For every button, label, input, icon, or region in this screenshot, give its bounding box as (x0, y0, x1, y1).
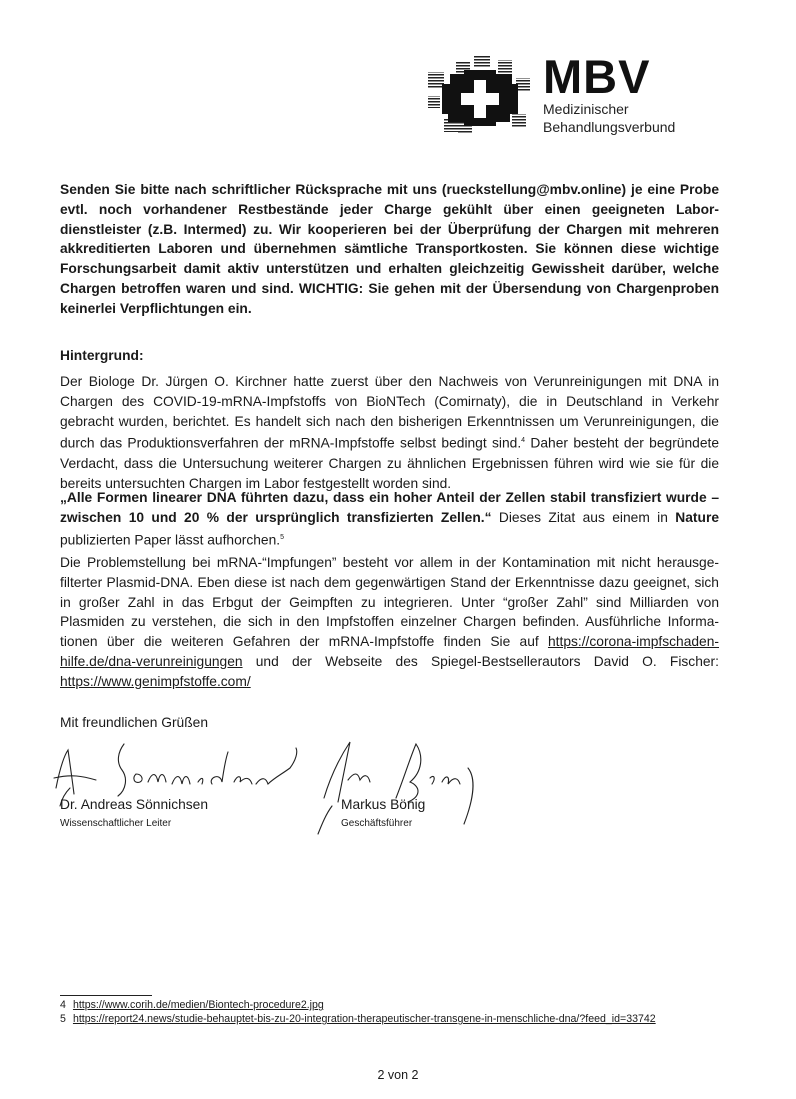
logo-name: MBV (543, 50, 651, 103)
p1-text-b: Daher besteht der begründete Verdacht, dass die Untersuchung weiterer Chargen zu ähnlichen Ergebnissen führen wird wie sie für die bereits untersuchten Chargen im Labor festgestellt worden sind. (60, 435, 719, 491)
background-paragraph-3 (60, 553, 719, 692)
quote-paragraph (60, 488, 719, 550)
background-paragraph-1 (60, 372, 719, 493)
footnote-4-number: 4 (60, 999, 66, 1011)
quote-end: publizierten Paper lässt aufhorchen. (60, 532, 281, 548)
logo-subtitle-1: Medizinischer (543, 101, 629, 117)
signer-2-role: Geschäftsführer (341, 818, 413, 829)
footnote-separator (60, 995, 152, 996)
link-genimpfstoffe[interactable]: https://www.genimpfstoffe.com/ (60, 673, 251, 689)
logo-subtitle-2: Behandlungsverbund (543, 119, 676, 135)
signer-2-name: Markus Bönig (341, 797, 426, 812)
signer-1 (60, 796, 208, 831)
p3-text-a: Die Problemstellung bei mRNA-“Impfungen” besteht vor allem in der Kontamination mit nicht herausgefilterter Plasmid-DNA. Eben diese ist nach dem gegenwärtigen Stand der Erkenntnisse dazu geeignet, sich in großer Zahl in das Erbgut der Geimpften zu integrieren. Unter “großer Zahl” sind Milliarden von Plasmiden zu verstehen, die sich in den Impfstoffen einzelner Chargen befinden. Ausführliche Informationen über die weiteren Gefahren der mRNA-Impfstoffe finden Sie auf (60, 555, 719, 650)
mbv-cross-logo-icon (428, 56, 532, 136)
signer-2 (341, 796, 425, 831)
link-corona-impfschaden[interactable]: https://corona-impfschaden-hilfe.de/dna-verunreinigungen (60, 634, 719, 669)
page-number: 2 von 2 (377, 1068, 419, 1082)
footnote-5-number: 5 (60, 1013, 66, 1025)
signer-1-role: Wissenschaftlicher Leiter (60, 818, 172, 829)
footnote-4 (60, 999, 324, 1012)
journal-name: Nature (675, 509, 719, 525)
footnote-ref-4[interactable]: 4 (521, 437, 526, 445)
signer-1-name: Dr. Andreas Sönnichsen (60, 797, 209, 812)
closing-greeting: Mit freundlichen Grüßen (60, 715, 208, 730)
footnote-ref-5[interactable]: 5 (280, 533, 285, 541)
p1-text-a: Der Biologe Dr. Jürgen O. Kirchner hatte zuerst über den Nachweis von Verunreinigungen mit DNA in Chargen des COVID-19-mRNA-Impfstoffs von BioNTech (Comirnaty), die in Deutschland in Verkehr gebracht wurden, berichtet. Es handelt sich nach den bisherigen Erkenntnissen um Verunreinigungen, die durch das Produktionsverfahren der mRNA-Impfstoffe selbst bedingt sind. (60, 374, 719, 451)
logo-text (543, 50, 676, 136)
p3-text-b: und der Webseite des Spiegel-Bestsellerautors David O. Fischer: (242, 653, 719, 669)
quote-text: „Alle Formen linearer DNA führten dazu, dass ein hoher Anteil der Zellen stabil transfiziert wurde – zwischen 10 und 20 % der ursprünglich transfizierten Zellen.“ (60, 490, 719, 525)
intro-paragraph: Senden Sie bitte nach schriftlicher Rücksprache mit uns (rueckstellung@mbv.online) je eine Probe evtl. noch vorhandener Restbestände jeder Charge gekühlt über einen geeigneten Labordienstleister (z.B. Intermed) zu. Wir kooperieren bei der Überprüfung der Chargen mit mehreren akkreditierten Laboren und übernehmen sämtliche Transportkosten. Sie können diese wichtige Forschungsarbeit damit aktiv unterstützen und erhalten gleichzeitig Gewissheit darüber, welche Chargen betroffen waren und sind. WICHTIG: Sie gehen mit der Übersendung von Chargenproben keinerlei Verpflichtungen ein. (60, 182, 719, 316)
quote-intro: Dieses Zitat aus einem in (491, 509, 676, 525)
footnote-5-link[interactable]: https://report24.news/studie-behauptet-bis-zu-20-integration-therapeutischer-transgene-in-menschliche-dna/?feed_id=33742 (72, 1013, 656, 1025)
footnote-5 (60, 1013, 656, 1026)
background-heading: Hintergrund: (60, 348, 144, 363)
footnote-4-link[interactable]: https://www.corih.de/medien/Biontech-procedure2.jpg (72, 999, 324, 1011)
